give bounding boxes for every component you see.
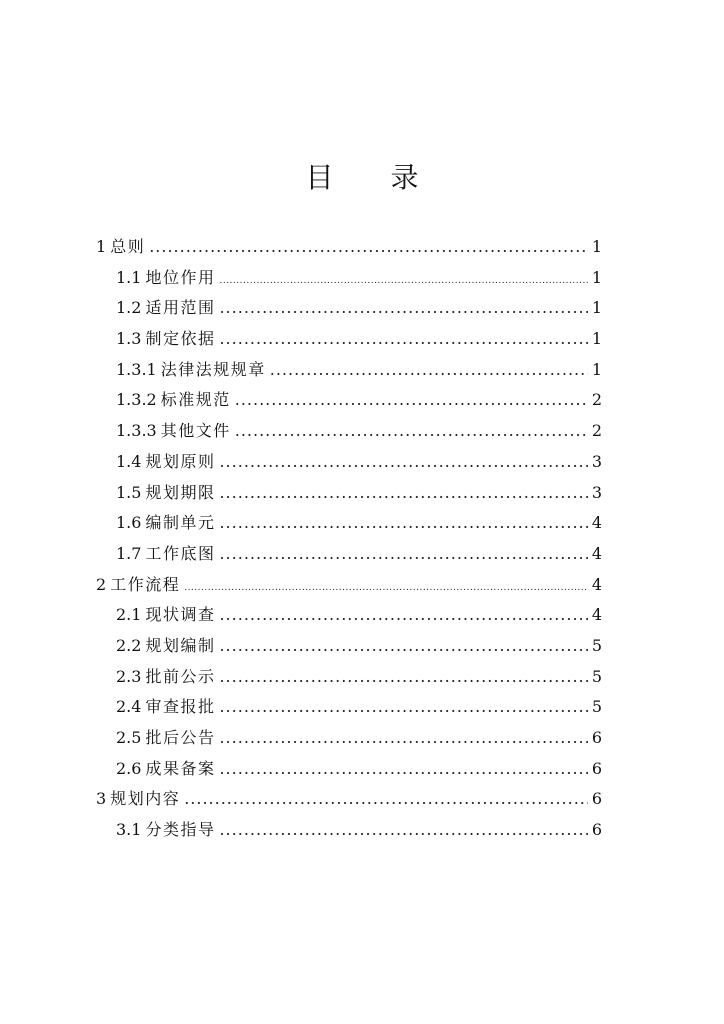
toc-entry-number: 2	[96, 574, 107, 594]
toc-page-number: 1	[591, 267, 602, 287]
toc-entry-text: 工作流程	[110, 574, 181, 594]
toc-entry-number: 3	[96, 789, 107, 809]
toc-entry[interactable]	[96, 478, 602, 509]
toc-page-number: 1	[591, 329, 602, 349]
toc-entry-text: 标准规范	[160, 390, 231, 410]
toc-entry-label	[116, 263, 215, 294]
toc-entry[interactable]	[96, 754, 602, 785]
toc-dot-leader	[219, 478, 587, 509]
toc-entry-label	[116, 754, 215, 785]
toc-dot-leader	[219, 692, 587, 723]
toc-entry-number: 2.3	[116, 666, 142, 686]
toc-entry-label	[116, 385, 231, 416]
toc-entry-text: 成果备案	[145, 758, 216, 778]
toc-entry-label	[116, 539, 215, 570]
toc-page-number: 4	[591, 605, 602, 625]
toc-entry[interactable]	[96, 723, 602, 754]
toc-dot-leader	[235, 385, 588, 416]
toc-dot-leader	[184, 784, 588, 815]
toc-entry-number: 1	[96, 237, 107, 256]
toc-entry-text: 规划编制	[145, 635, 216, 655]
toc-entry-number: 1.5	[116, 482, 142, 502]
toc-entry[interactable]	[96, 385, 602, 416]
toc-entry-text: 规划内容	[110, 789, 181, 809]
toc-dot-leader	[219, 324, 587, 355]
toc-entry-number: 1.3.3	[116, 421, 157, 441]
toc-page-number: 3	[591, 482, 602, 502]
toc-page-number: 1	[591, 359, 602, 379]
toc-entry[interactable]	[96, 324, 602, 355]
toc-entry-label	[116, 324, 215, 355]
toc-entry-text: 分类指导	[145, 820, 216, 840]
toc-entry-label	[116, 600, 215, 631]
toc-entry[interactable]	[96, 570, 602, 601]
toc-entry-text: 地位作用	[145, 267, 216, 287]
toc-entry[interactable]	[96, 416, 602, 447]
toc-entry-number: 1.3	[116, 329, 142, 349]
toc-entry-text: 编制单元	[145, 513, 216, 533]
toc-entry-number: 3.1	[116, 820, 142, 840]
toc-entry-text: 规划原则	[145, 451, 216, 471]
toc-entry[interactable]	[96, 447, 602, 478]
toc-dot-leader	[235, 416, 588, 447]
toc-entry-number: 2.5	[116, 728, 142, 747]
toc-entry-label	[116, 508, 215, 539]
toc-dot-leader	[219, 508, 587, 539]
toc-dot-leader	[219, 662, 587, 693]
toc-entry-text: 批后公告	[145, 728, 216, 747]
toc-entry[interactable]	[96, 631, 602, 662]
toc-entry-number: 2.4	[116, 697, 142, 717]
toc-entry-number: 2.2	[116, 635, 142, 655]
toc-page-number: 6	[591, 820, 602, 840]
toc-dot-leader	[219, 539, 587, 570]
toc-entry-number: 1.7	[116, 543, 142, 563]
toc-entry[interactable]	[96, 263, 602, 294]
toc-dot-leader	[184, 573, 588, 604]
toc-entry-text: 工作底图	[145, 543, 216, 563]
toc-entry-number: 1.4	[116, 451, 142, 471]
page-title: 目 录	[305, 161, 443, 194]
toc-entry[interactable]	[96, 662, 602, 693]
toc-entry-number: 2.6	[116, 758, 142, 778]
toc-entry-text: 审查报批	[145, 697, 216, 717]
toc-page-number: 4	[591, 513, 602, 533]
toc-page-number: 1	[591, 298, 602, 318]
toc-entry-label	[116, 723, 215, 754]
toc-page-number: 6	[591, 758, 602, 778]
toc-entry[interactable]	[96, 692, 602, 723]
toc-entry-label	[116, 293, 215, 324]
toc-dot-leader	[219, 723, 587, 754]
toc-page-number: 1	[591, 237, 602, 256]
toc-entry[interactable]	[96, 232, 602, 263]
toc-entry-label	[116, 447, 215, 478]
toc-dot-leader	[219, 293, 587, 324]
toc-page-number: 4	[591, 574, 602, 594]
toc-entry-label	[116, 478, 215, 509]
toc-entry[interactable]	[96, 539, 602, 570]
toc-dot-leader	[270, 355, 588, 386]
toc-page-number: 5	[591, 697, 602, 717]
toc-page-number: 6	[591, 728, 602, 747]
toc-entry-label	[116, 631, 215, 662]
toc-entry-label	[116, 692, 215, 723]
toc-entry-label	[116, 355, 266, 386]
toc-entry-label	[96, 784, 180, 815]
toc-dot-leader	[219, 754, 587, 785]
toc-page-number: 4	[591, 543, 602, 563]
toc-entry[interactable]	[96, 784, 602, 815]
toc-entry-label	[116, 815, 215, 846]
toc-entry-number: 2.1	[116, 605, 142, 625]
toc-page-number: 2	[591, 390, 602, 410]
toc-entry-text: 批前公示	[145, 666, 216, 686]
toc-entry-label	[96, 570, 180, 601]
toc-page-number: 3	[591, 451, 602, 471]
table-of-contents	[96, 232, 602, 846]
toc-entry-text: 适用范围	[145, 298, 216, 318]
toc-page-number: 2	[591, 421, 602, 441]
toc-entry-text: 其他文件	[160, 421, 231, 441]
toc-page-number: 5	[591, 635, 602, 655]
toc-dot-leader	[219, 447, 587, 478]
toc-page-number: 5	[591, 666, 602, 686]
toc-dot-leader	[219, 600, 587, 631]
toc-entry-label	[116, 416, 231, 447]
toc-entry-number: 1.3.2	[116, 390, 157, 410]
toc-dot-leader	[219, 266, 587, 297]
toc-entry[interactable]	[96, 293, 602, 324]
toc-entry-text: 制定依据	[145, 329, 216, 349]
toc-entry-text: 规划期限	[145, 482, 216, 502]
toc-entry-text: 法律法规规章	[160, 359, 266, 379]
toc-entry[interactable]	[96, 600, 602, 631]
toc-entry-number: 1.3.1	[116, 359, 157, 379]
toc-entry-label	[96, 232, 145, 263]
toc-entry-text: 总则	[110, 237, 146, 256]
toc-entry-text: 现状调查	[145, 605, 216, 625]
toc-entry[interactable]	[96, 508, 602, 539]
toc-dot-leader	[219, 631, 587, 662]
toc-entry[interactable]	[96, 815, 602, 846]
toc-page-number: 6	[591, 789, 602, 809]
toc-entry-number: 1.2	[116, 298, 142, 318]
toc-entry-label	[116, 662, 215, 693]
toc-entry-number: 1.1	[116, 267, 142, 287]
toc-entry[interactable]	[96, 355, 602, 386]
toc-dot-leader	[219, 815, 587, 846]
toc-dot-leader	[149, 232, 588, 263]
toc-entry-number: 1.6	[116, 513, 142, 533]
